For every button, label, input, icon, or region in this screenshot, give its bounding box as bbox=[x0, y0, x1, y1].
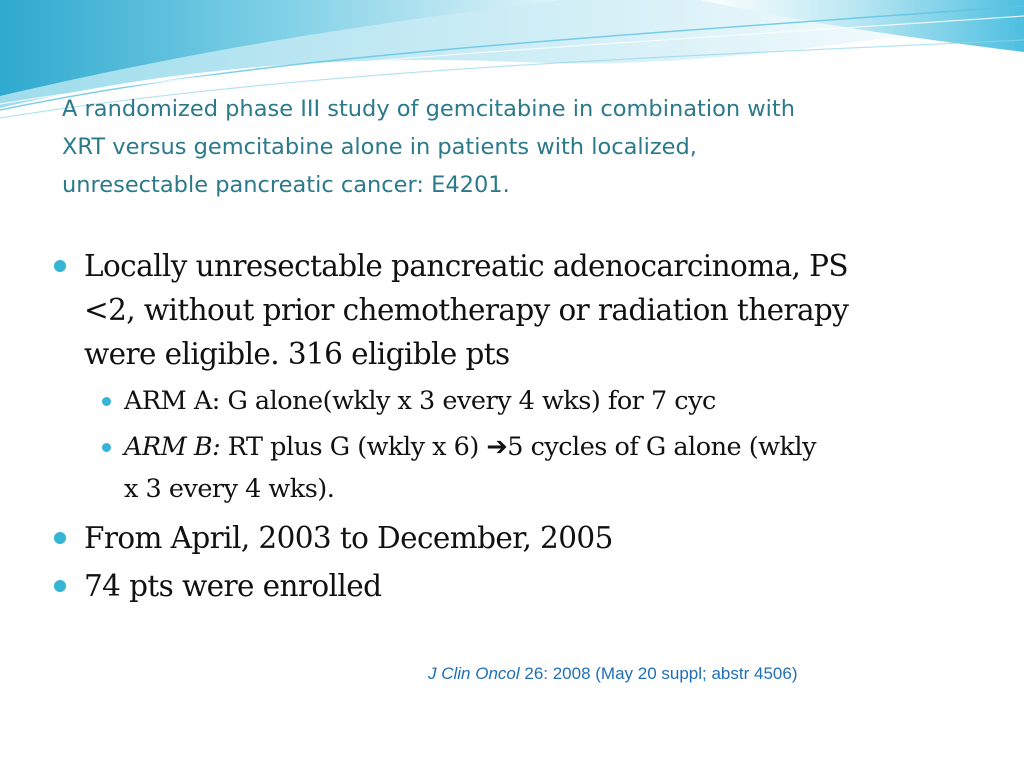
citation-journal: J Clin Oncol bbox=[428, 664, 520, 683]
enrollment-text: 74 pts were enrolled bbox=[84, 569, 382, 603]
bullet-dot-icon bbox=[54, 532, 66, 544]
slide-title bbox=[62, 90, 942, 204]
right-arrow-icon: ➔ bbox=[486, 432, 508, 462]
bullet-eligibility-line-1: Locally unresectable pancreatic adenocarcinoma, PS bbox=[84, 249, 848, 283]
title-line-1: A randomized phase III study of gemcitabine in combination with bbox=[62, 96, 795, 122]
arm-b-text-a: RT plus G (wkly x 6) bbox=[220, 432, 487, 462]
title-line-2: XRT versus gemcitabine alone in patients with localized, bbox=[62, 134, 697, 160]
arm-b-line-2: x 3 every 4 wks). bbox=[124, 474, 335, 504]
arm-b-text-b: 5 cycles of G alone (wkly bbox=[507, 432, 816, 462]
bullet-eligibility-line-2: <2, without prior chemotherapy or radiation therapy bbox=[84, 293, 849, 327]
bullet-dot-icon bbox=[54, 260, 66, 272]
slide-body bbox=[54, 244, 954, 608]
bullet-eligibility-line-3: were eligible. 316 eligible pts bbox=[84, 337, 510, 371]
sub-bullet-dot-icon bbox=[102, 397, 111, 406]
sub-bullet-arm-b bbox=[54, 426, 954, 510]
bullet-eligibility bbox=[54, 244, 954, 376]
bullet-enrollment bbox=[54, 564, 954, 608]
arm-a-text: ARM A: G alone(wkly x 3 every 4 wks) for 7 cyc bbox=[124, 386, 716, 416]
bullet-dot-icon bbox=[54, 580, 66, 592]
title-line-3: unresectable pancreatic cancer: E4201. bbox=[62, 172, 510, 198]
citation bbox=[428, 664, 797, 684]
sub-bullet-arm-a bbox=[54, 380, 954, 422]
arm-b-label: ARM B: bbox=[124, 432, 221, 462]
arm-b-line-1 bbox=[124, 426, 954, 468]
sub-bullet-dot-icon bbox=[102, 443, 111, 452]
bullet-date-range bbox=[54, 516, 954, 560]
citation-details: 26: 2008 (May 20 suppl; abstr 4506) bbox=[519, 664, 798, 683]
date-range-text: From April, 2003 to December, 2005 bbox=[84, 521, 613, 555]
